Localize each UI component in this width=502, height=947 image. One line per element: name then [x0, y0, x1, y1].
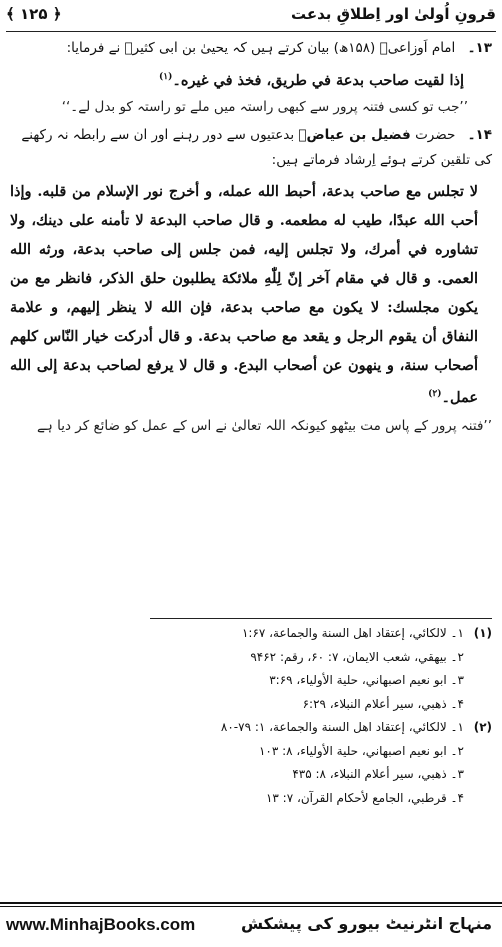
footnote-label: (۲)	[473, 720, 492, 734]
footnote-text: ۴۔ ذهبي، سير أعلام النبلاء، ۶:۲۹	[302, 696, 464, 711]
footnote-text: ۳۔ ذهبي، سير أعلام النبلاء، ۸: ۴۳۵	[292, 767, 464, 781]
page-number: ﴿ ۱۲۵ ﴾	[6, 5, 62, 23]
footnote-line	[40, 646, 492, 670]
publisher-credit: منہاج انٹرنیٹ بیورو کی پیشکش	[240, 914, 492, 933]
page-body	[10, 34, 492, 439]
footnote-line	[40, 740, 492, 764]
paragraph-14-text: بدعتیوں سے دور رہنے اور ان سے رابطہ نہ رکھنے کی تلقین کرتے ہوئے اِرشاد فرماتے ہیں:	[21, 126, 492, 168]
footnote-divider	[150, 618, 492, 619]
footnote-ref-2[interactable]: (۲)	[428, 388, 442, 399]
footnote-text: ۲۔ بيهقي، شعب الايمان، ۷: ۶۰، رقم: ۹۴۶۲	[250, 649, 464, 664]
footnote-line	[40, 622, 492, 646]
paragraph-13-text: امام اَوزاعیؒ (۱۵۸ھ) بیان کرتے ہیں کہ یحییٰ بن ابی کثیرؒ نے فرمایا:	[66, 40, 456, 56]
footnote-text: ۱۔ لالكائي، إعتقاد اهل السنة والجماعة، ۱:۶۷	[241, 626, 464, 640]
footnote-text: ۴۔ قرطبي، الجامع لأحكام القرآن، ۷: ۱۳	[265, 790, 464, 805]
footer-divider-thin	[0, 906, 502, 907]
paragraph-13	[10, 36, 492, 61]
scholar-name: فضیل بن عیاضؒ	[298, 126, 411, 143]
arabic-quote-14-text: لا تجلس مع صاحب بدعة، أحبط الله عمله، و أخرج نور الإسلام من قلبه. وإذا أحب الله عبدًا، طيب له مطعمه. و قال صاحب البدعة لا تأمنه على دينك، ولا تشاوره في أمرك، ولا تجلس إليه، فمن جلس إلى صاحب بدعة، ورثه الله العمى. و قال في مقام آخر إنّ لِلّٰهِ ملائكة يطلبون حلق الذكر، فانظر مع من يكون مجلسك: لا يكون مع صاحب بدعة، فإن الله لا ينظر إليهم، و علامة النفاق أن يقوم الرجل و يقعد مع صاحب بدعة. و قال أدركت خيار النّاس كلهم أصحاب سنة، و ينهون عن أصحاب البدع. و قال لا يرفع لصاحب بدعة إلى الله عمل۔	[10, 182, 478, 406]
item-number-13: ۱۳۔	[467, 40, 492, 56]
page-header	[6, 4, 496, 30]
footnote-ref-1[interactable]: (۱)	[159, 72, 173, 82]
footnote-text: ۳۔ ابو نعيم اصبهاني، حلية الأولياء، ۳:۶۹	[269, 673, 464, 687]
item-number-14: ۱۴۔	[467, 126, 492, 143]
footnote-line	[40, 716, 492, 740]
paragraph-14-intro: حضرت	[415, 126, 456, 143]
footnote-line	[40, 669, 492, 693]
footnote-label: (۱)	[473, 626, 492, 640]
translation-13: ’’جب تو کسی فتنہ پرور سے کبھی راستہ میں ملے تو راستہ کو بدل لے۔‘‘	[61, 98, 468, 115]
arabic-quote-13-text: إذا لقيت صاحب بدعة في طريق، فخذ في غيره۔	[172, 71, 464, 89]
arabic-quote-13	[10, 63, 464, 95]
footnote-text: ۲۔ ابو نعيم اصبهاني، حلية الأولياء، ۸: ۱۰۳	[258, 743, 464, 758]
running-title: قرونِ اُولیٰ اور اِطلاقِ بدعت	[290, 5, 496, 23]
arabic-quote-14	[10, 177, 478, 412]
header-divider	[6, 31, 496, 32]
paragraph-14	[10, 123, 492, 173]
website-link[interactable]: www.MinhajBooks.com	[6, 915, 196, 934]
footnotes	[40, 622, 492, 810]
footnote-line	[40, 693, 492, 717]
footnote-line	[40, 763, 492, 787]
translation-14: ’’فتنہ پرور کے پاس مت بیٹھو کیونکہ اللہ تعالیٰ نے اس کے عمل کو ضائع کر دیا ہے	[37, 417, 492, 434]
footnote-text: ۱۔ لالكائي، إعتقاد اهل السنة والجماعة، ۱: ۷۹-۸۰	[220, 720, 464, 734]
footer-divider	[0, 902, 502, 904]
footnote-line	[40, 787, 492, 811]
